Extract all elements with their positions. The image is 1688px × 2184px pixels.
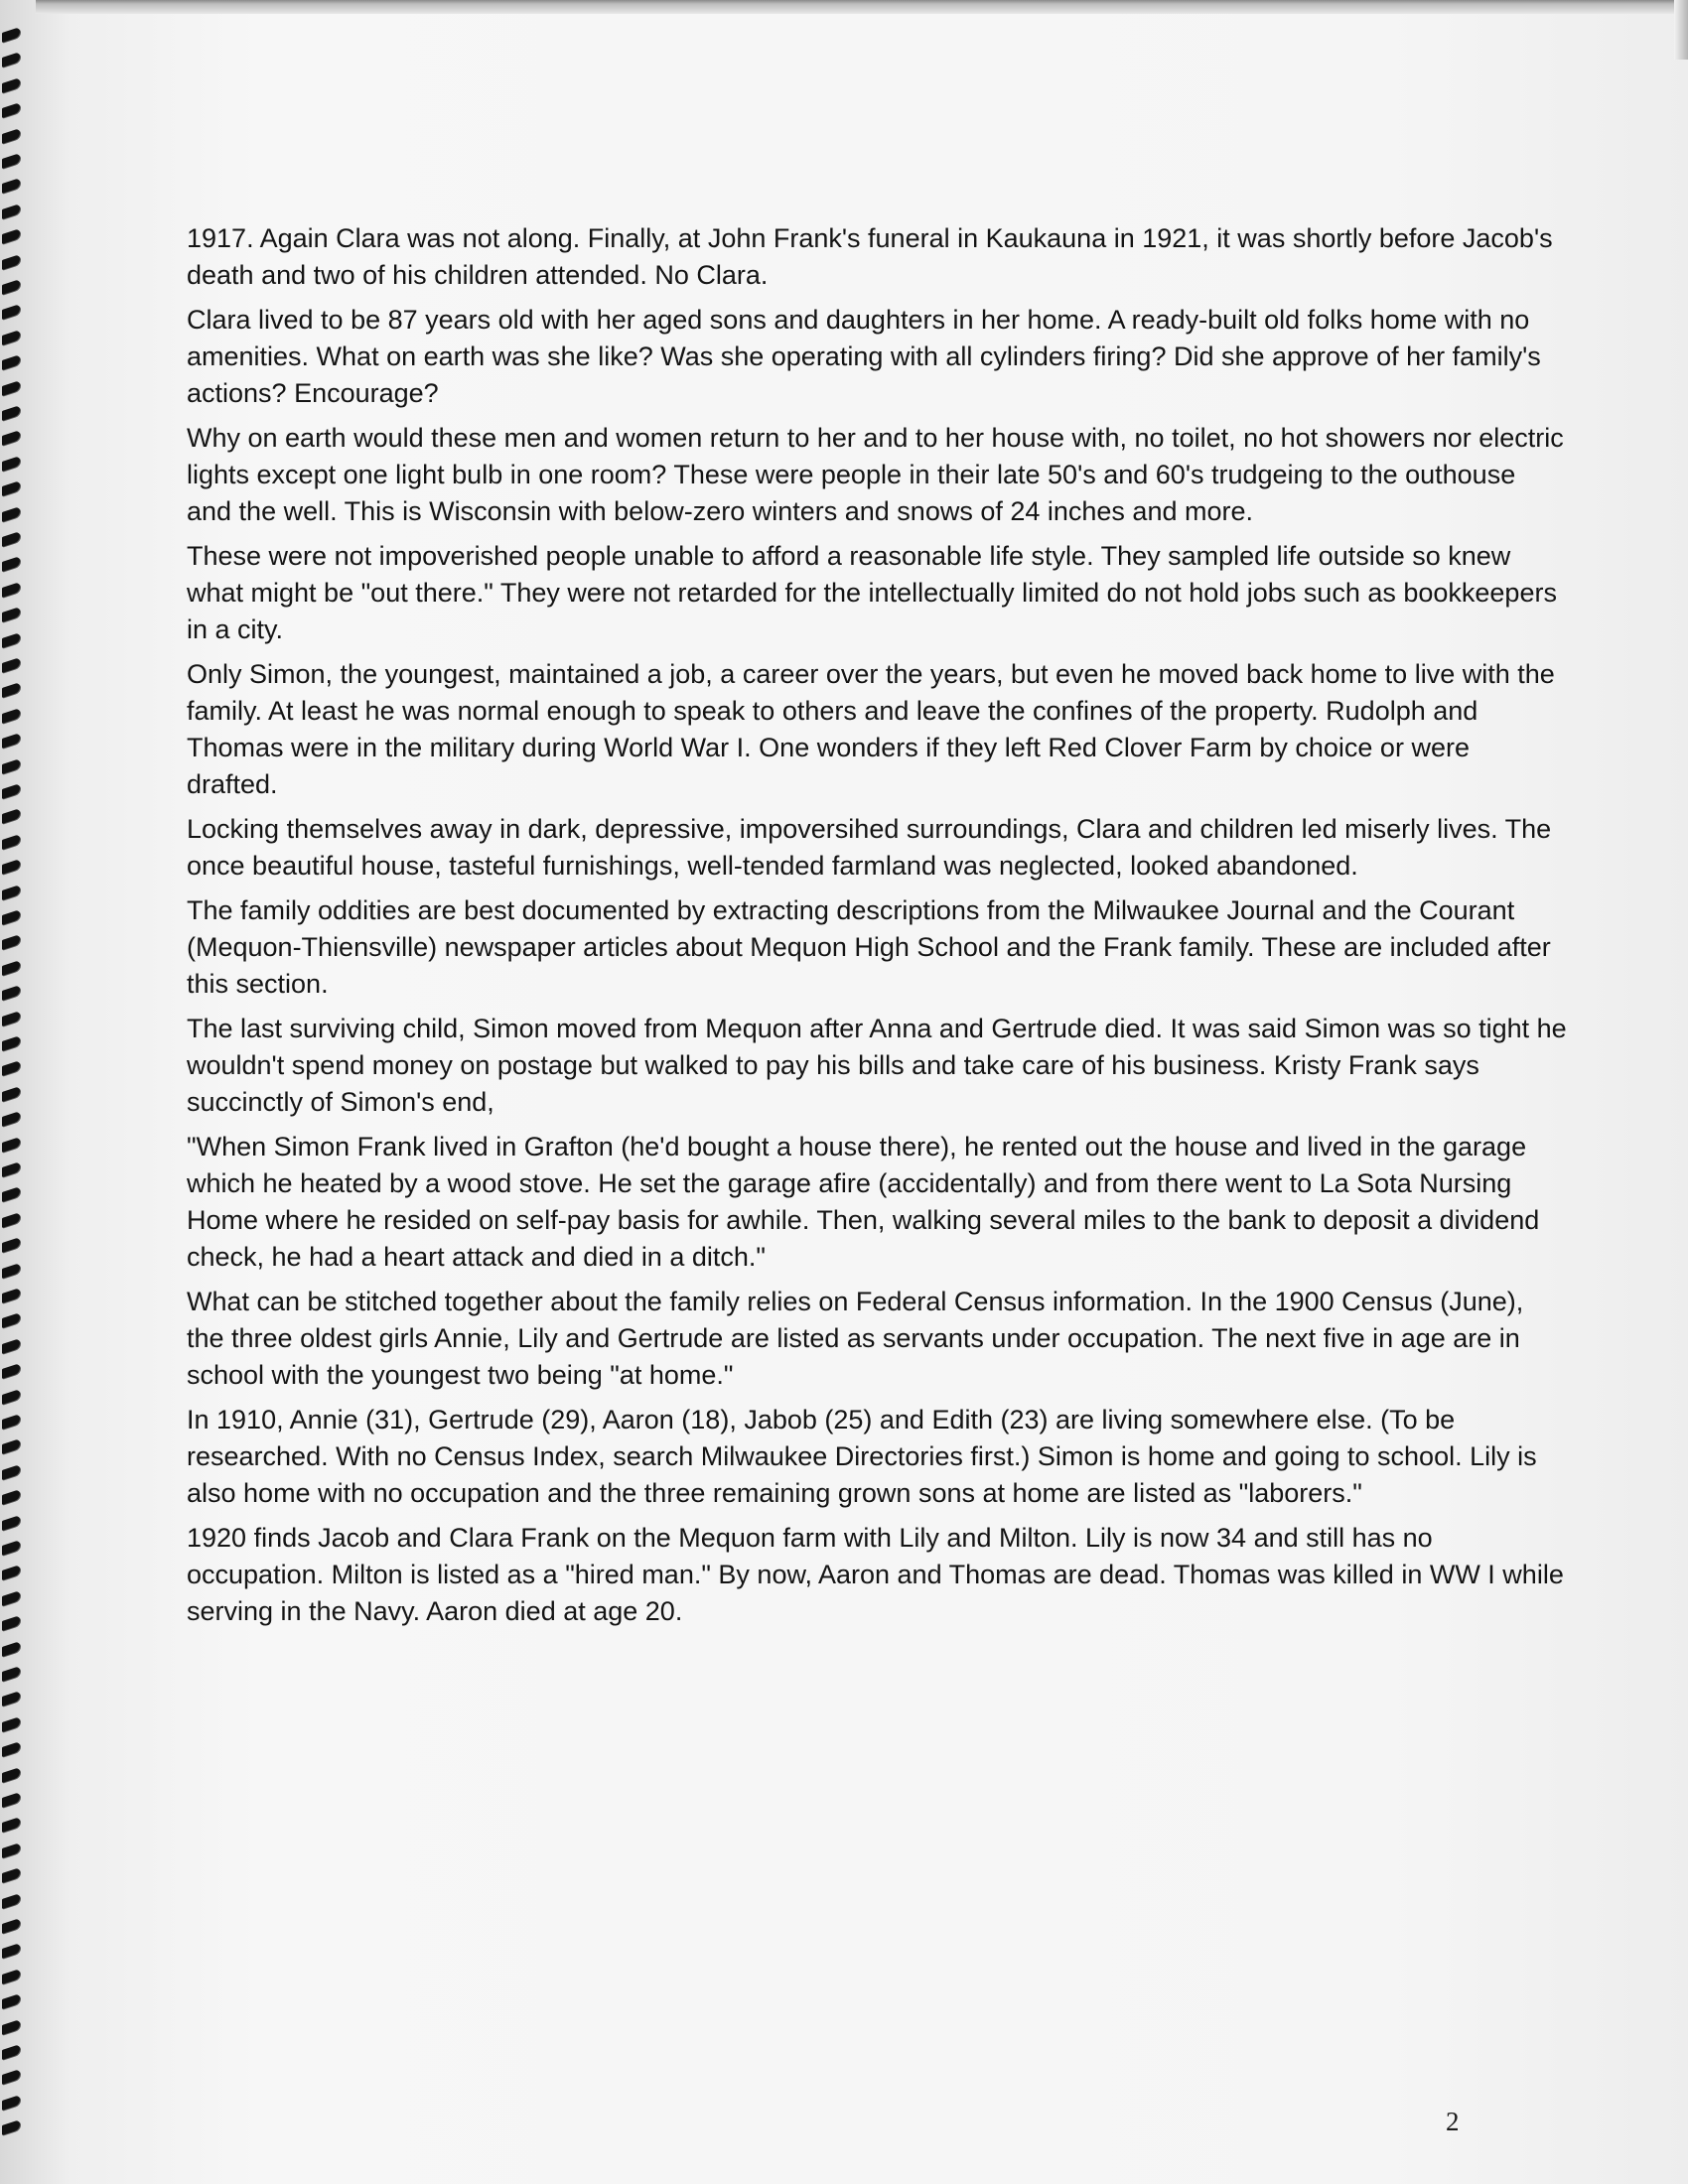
spiral-coil [2,1338,20,1354]
spiral-coil [2,330,20,345]
spiral-coil [2,1969,20,1984]
spiral-coil [2,1438,20,1454]
paragraph: Clara lived to be 87 years old with her aged sons and daughters in her home. A ready-built old folks home with no amenities. What on earth was she like? Was she operating with all cylinders firing? Did she approve of her family's actions? Encourage? [187,305,1541,408]
spiral-coil [2,934,20,950]
spiral-coil [2,632,20,648]
paragraph: Why on earth would these men and women return to her and to her house with, no toilet, no hot showers nor electric lights except one light bulb in one room? These were people in their late 50's and 60's trudgeing to the outhouse and the well. This is Wisconsin with below-zero winters and snows of 24 inches and more. [187,423,1564,526]
spiral-coil [2,885,20,900]
spiral-coil [2,1691,20,1706]
spiral-coil [2,254,20,270]
spiral-coil [2,506,20,522]
paragraph: The family oddities are best documented by extracting descriptions from the Milwaukee Journal and the Courant (Mequon-Thiensville) newspaper articles about Mequon High School and the Frank family. These are included after this section. [187,895,1551,999]
spiral-coil [2,128,20,144]
spiral-coil [2,556,20,572]
spiral-coil [2,1943,20,1959]
spiral-coil [2,1161,20,1177]
spiral-coil [2,204,20,219]
paragraph: Only Simon, the youngest, maintained a job, a career over the years, but even he moved back home to live with the family. At least he was normal enough to speak to others and leave the confines of the property. Rudolph and Thomas were in the military during World War I. One wonders if they left Red Clover Farm by choice or were drafted. [187,659,1555,799]
spiral-coil [2,380,20,396]
spiral-coil [2,1060,20,1076]
paragraph: The last surviving child, Simon moved from Mequon after Anna and Gertrude died. It was said Simon was so tight he wouldn't spend money on postage but walked to pay his bills and take care of his business. Kristy Frank says succinctly of Simon's end, [187,1014,1567,1117]
spiral-coil [2,27,20,43]
spiral-coil [2,1363,20,1379]
spiral-coil [2,1312,20,1328]
spiral-coil [2,102,20,118]
spiral-coil [2,1011,20,1026]
spiral-coil [2,430,20,446]
spiral-coil [2,2095,20,2111]
spiral-coil [2,985,20,1001]
spiral-coil [2,834,20,850]
spiral-coil [2,1741,20,1757]
spiral-coil [2,682,20,698]
spiral-coil [2,808,20,824]
spiral-coil [2,1666,20,1682]
spiral-coil [2,1565,20,1580]
spiral-coil [2,1414,20,1430]
paragraph: Locking themselves away in dark, depressive, impoversihed surroundings, Clara and children led miserly lives. The once beautiful house, tasteful furnishings, well-tended farmland was neglected, looked abandoned. [187,814,1552,881]
spiral-coil [2,960,20,976]
spiral-coil [2,859,20,875]
spiral-coil [2,1111,20,1127]
page-number: 2 [1446,2107,1460,2136]
spiral-coil [2,1993,20,2009]
spiral-coil [2,1767,20,1783]
spiral-coil [2,77,20,93]
spiral-coil [2,1389,20,1405]
page-corner-shadow [1674,0,1688,60]
spiral-coil [2,1035,20,1051]
spiral-coil [2,52,20,68]
spiral-coil [2,758,20,774]
spiral-coil [2,783,20,799]
spiral-binding [0,30,30,2164]
paragraph: In 1910, Annie (31), Gertrude (29), Aaron (18), Jabob (25) and Edith (23) are living somewhere else. (To be researched. With no Census Index, search Milwaukee Directories first.) Simon is home and going to school. Lily is also home with no occupation and the three remaining grown sons at home are listed as "laborers." [187,1405,1537,1508]
spiral-coil [2,178,20,194]
spiral-coil [2,1590,20,1606]
spiral-coil [2,1918,20,1934]
spiral-coil [2,582,20,598]
spiral-coil [2,708,20,724]
page-top-edge-shadow [36,0,1688,14]
spiral-coil [2,1716,20,1732]
spiral-coil [2,1515,20,1531]
paragraph: What can be stitched together about the family relies on Federal Census information. In the 1900 Census (June), the three oldest girls Annie, Lily and Gertrude are listed as servants under occupation. The next five in age are in school with the youngest two being "at home." [187,1287,1524,1390]
spiral-coil [2,1464,20,1480]
spiral-coil [2,1641,20,1657]
spiral-coil [2,2019,20,2035]
spiral-coil [2,909,20,925]
paragraph: 1917. Again Clara was not along. Finally, at John Frank's funeral in Kaukauna in 1921, it was shortly before Jacob's death and two of his children attended. No Clara. [187,223,1553,290]
spiral-coil [2,304,20,320]
spiral-coil [2,1137,20,1153]
spiral-coil [2,1212,20,1228]
spiral-coil [2,279,20,295]
spiral-coil [2,480,20,496]
quote-paragraph: "When Simon Frank lived in Grafton (he'd bought a house there), he rented out the house and lived in the garage which he heated by a wood stove. He set the garage afire (accidentally) and from there went to La Sota Nursing Home where he resided on self-pay basis for awhile. Then, walking several miles to the bank to deposit a dividend check, he had a heart attack and died in a ditch." [187,1132,1540,1272]
paragraph: These were not impoverished people unable to afford a reasonable life style. They sampled life outside so knew what might be "out there." They were not retarded for the intellectually limited do not hold jobs such as bookkeepers in a city. [187,541,1557,644]
spiral-coil [2,733,20,749]
spiral-coil [2,1263,20,1279]
spiral-coil [2,2044,20,2060]
paragraph: 1920 finds Jacob and Clara Frank on the Mequon farm with Lily and Milton. Lily is now 34 and still has no occupation. Milton is listed as a "hired man." By now, Aaron and Thomas are dead. Thomas was killed in WW I while serving in the Navy. Aaron died at age 20. [187,1523,1564,1626]
spiral-coil [2,1186,20,1202]
spiral-coil [2,354,20,370]
spiral-coil [2,2069,20,2085]
spiral-coil [2,1867,20,1883]
spiral-coil [2,1792,20,1808]
spiral-coil [2,2119,20,2135]
spiral-coil [2,1817,20,1833]
spiral-coil [2,1237,20,1253]
spiral-coil [2,607,20,622]
spiral-coil [2,1540,20,1556]
spiral-coil [2,1288,20,1303]
spiral-coil [2,405,20,421]
spiral-coil [2,531,20,547]
spiral-coil [2,153,20,169]
spiral-coil [2,1893,20,1909]
spiral-coil [2,657,20,673]
spiral-coil [2,1843,20,1858]
spiral-coil [2,456,20,472]
spiral-coil [2,1086,20,1102]
spiral-coil [2,1615,20,1631]
spiral-coil [2,228,20,244]
body-text [187,220,1567,1638]
spiral-coil [2,1489,20,1505]
